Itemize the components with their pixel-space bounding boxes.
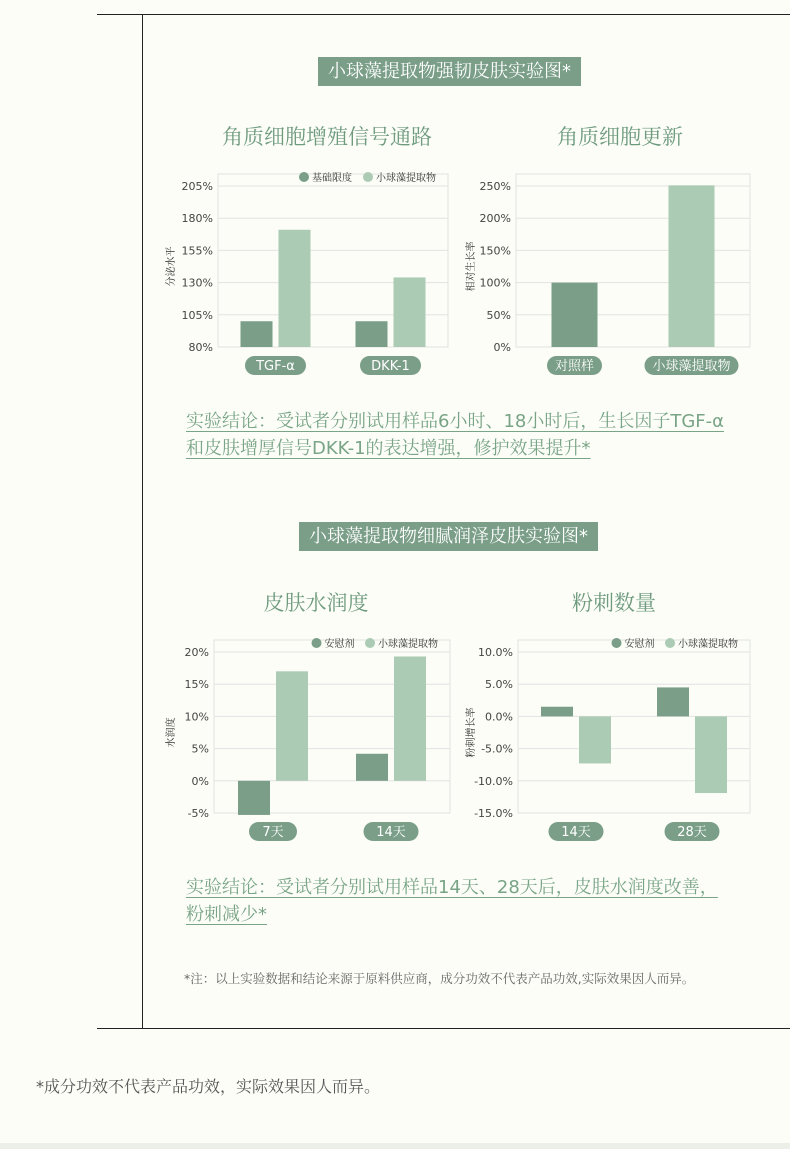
bar [276, 671, 308, 780]
disclaimer-note: *注：以上实验数据和结论来源于原料供应商，成分功效不代表产品功效,实际效果因人而异。 [184, 971, 695, 986]
legend-swatch [665, 638, 675, 648]
bar [238, 781, 270, 815]
y-tick-label: 15% [184, 678, 209, 692]
y-tick-label: 0% [493, 341, 511, 354]
y-tick-label: 130% [181, 276, 213, 290]
x-tick-label: 28天 [677, 825, 707, 840]
bar [541, 707, 573, 717]
legend-label: 小球藻提取物 [678, 639, 738, 650]
y-tick-label: 5.0% [485, 678, 513, 692]
bar [394, 277, 426, 347]
chart-svg [164, 632, 454, 847]
y-tick-label: 10.0% [478, 646, 513, 659]
chart4-title: 粉刺数量 [572, 591, 656, 615]
y-tick-label: 155% [181, 244, 213, 258]
y-tick-label: 10% [184, 710, 209, 724]
frame-bottom-line [97, 1028, 790, 1029]
frame-left-line [142, 14, 143, 1029]
bar [695, 716, 727, 793]
section1-conclusion-line2: 和皮肤增厚信号DKK-1的表达增强，修护效果提升* [186, 438, 591, 459]
legend-swatch [363, 172, 373, 182]
legend-swatch [365, 638, 375, 648]
chart-skin-moisture [164, 632, 454, 847]
bar [356, 321, 388, 347]
footer-disclaimer: *成分功效不代表产品功效，实际效果因人而异。 [36, 1077, 381, 1096]
legend-label: 安慰剂 [324, 639, 355, 650]
footer-bar [0, 1143, 790, 1149]
bar [552, 283, 598, 347]
section1-conclusion-line1: 实验结论：受试者分别试用样品6小时、18小时后，生长因子TGF-α [186, 411, 725, 432]
y-tick-label: 0% [191, 774, 209, 788]
y-tick-label: -15.0% [474, 807, 513, 820]
bar [657, 687, 689, 716]
y-tick-label: 0.0% [485, 710, 513, 724]
chart3-title: 皮肤水润度 [263, 591, 369, 615]
bar [394, 657, 426, 781]
section2-banner: 小球藻提取物细腻润泽皮肤实验图* [299, 522, 598, 551]
frame-top-line [97, 14, 790, 15]
section2-conclusion [186, 874, 756, 928]
x-tick-label: 14天 [376, 825, 406, 840]
x-tick-label: DKK-1 [371, 359, 410, 374]
y-tick-label: 5% [191, 742, 209, 756]
legend-swatch [312, 638, 322, 648]
x-tick-label: 小球藻提取物 [652, 359, 731, 374]
bar [356, 754, 388, 781]
bar [579, 716, 611, 763]
legend-swatch [612, 638, 622, 648]
chart-svg [464, 632, 754, 847]
chart1-title: 角质细胞增殖信号通路 [222, 125, 432, 149]
chart-keratinocyte-renewal [464, 166, 754, 381]
y-tick-label: -5% [187, 807, 209, 820]
x-tick-label: TGF-α [256, 359, 295, 374]
chart-acne-count [464, 632, 754, 847]
y-tick-label: -5.0% [481, 742, 513, 756]
bar [669, 185, 715, 347]
y-tick-label: 50% [486, 308, 511, 322]
chart-svg [464, 166, 754, 381]
y-tick-label: 180% [181, 212, 213, 226]
y-axis-label: 粉刺增长率 [466, 707, 477, 758]
x-tick-label: 14天 [561, 825, 591, 840]
bar [279, 230, 311, 347]
legend-label: 小球藻提取物 [376, 173, 436, 184]
section2-conclusion-line2: 粉刺减少* [186, 904, 267, 925]
section2-conclusion-line1: 实验结论：受试者分别试用样品14天、28天后，皮肤水润度改善， [186, 877, 718, 898]
y-tick-label: 20% [184, 646, 209, 659]
y-tick-label: 80% [188, 341, 213, 354]
legend-swatch [299, 172, 309, 182]
y-tick-label: 150% [479, 244, 511, 258]
y-tick-label: 200% [479, 212, 511, 226]
bar [241, 321, 273, 347]
y-tick-label: 105% [181, 308, 213, 322]
chart-svg [164, 166, 454, 381]
plot-frame [516, 174, 750, 347]
y-axis-label: 相对生长率 [466, 241, 477, 292]
y-tick-label: 205% [181, 180, 213, 193]
y-tick-label: -10.0% [474, 774, 513, 788]
x-tick-label: 7天 [262, 825, 284, 840]
section1-banner: 小球藻提取物强韧皮肤实验图* [318, 57, 581, 86]
chart-keratinocyte-signal [164, 166, 454, 381]
legend-label: 安慰剂 [624, 639, 655, 650]
y-axis-label: 分泌水平 [166, 246, 177, 287]
chart2-title: 角质细胞更新 [557, 125, 683, 149]
legend-label: 小球藻提取物 [378, 639, 438, 650]
y-tick-label: 100% [479, 276, 511, 290]
legend-label: 基础限度 [312, 173, 352, 184]
y-axis-label: 水润度 [166, 717, 177, 748]
y-tick-label: 250% [479, 180, 511, 193]
section1-conclusion [186, 408, 756, 462]
x-tick-label: 对照样 [554, 359, 595, 374]
